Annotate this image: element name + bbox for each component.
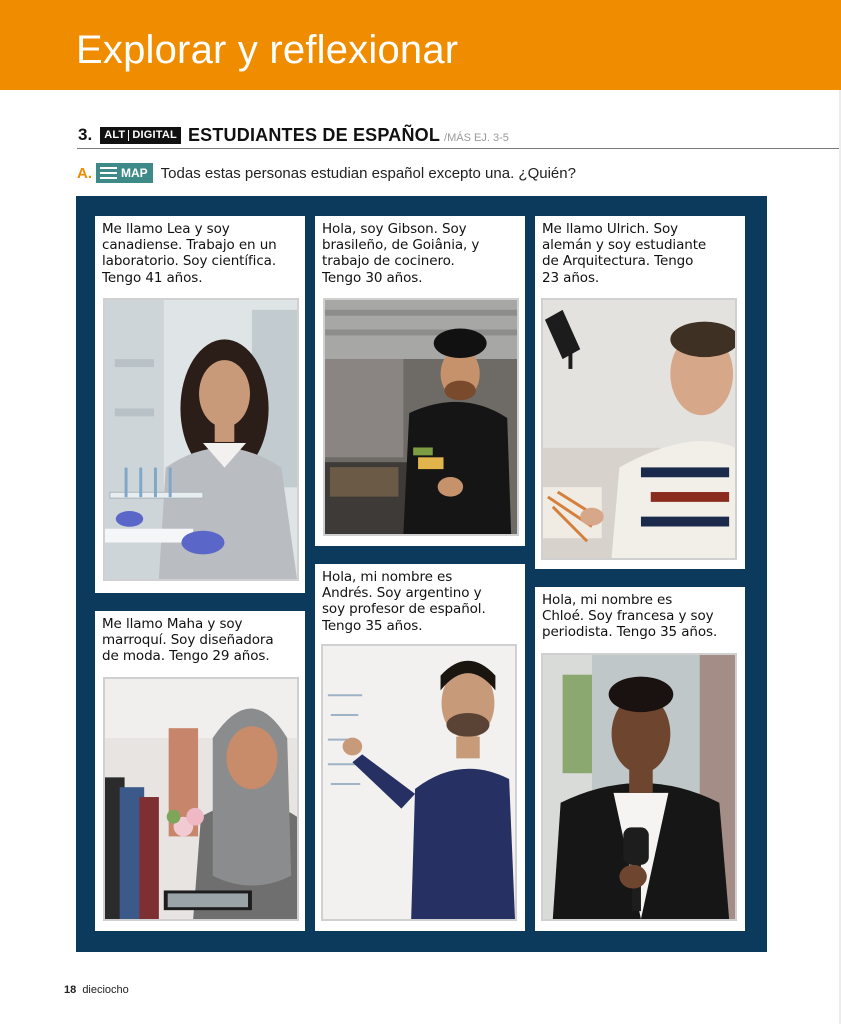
page-footer — [64, 984, 129, 996]
map-badge[interactable] — [96, 163, 153, 183]
photo-ulrich — [541, 298, 737, 560]
alt-badge-label: ALT — [104, 129, 126, 141]
section-heading — [78, 124, 509, 146]
chapter-title: Explorar y reflexionar — [76, 28, 459, 72]
section-title: ESTUDIANTES DE ESPAÑOL — [187, 124, 441, 145]
alt-digital-badge[interactable] — [100, 127, 181, 144]
photo-chloe — [541, 653, 737, 921]
digital-badge-label: DIGITAL — [132, 129, 177, 141]
profile-text-lea: Me llamo Lea y soy canadiense. Trabajo en un laboratorio. Soy científica. Tengo 41 años. — [102, 221, 277, 286]
photo-maha — [103, 677, 299, 921]
page-number: 18 — [64, 984, 77, 996]
activity-heading — [77, 162, 576, 184]
photo-gibson — [323, 298, 519, 536]
page-number-word: dieciocho — [82, 984, 129, 996]
photo-lea — [103, 298, 299, 581]
profile-text-gibson: Hola, soy Gibson. Soy brasileño, de Goiânia, y trabajo de cocinero. Tengo 30 años. — [322, 221, 480, 286]
badge-separator — [128, 130, 129, 141]
profile-text-maha: Me llamo Maha y soy marroquí. Soy diseñadora de moda. Tengo 29 años. — [102, 616, 274, 665]
profile-card-gibson — [315, 216, 525, 546]
profile-card-chloe — [535, 587, 745, 931]
profile-card-ulrich — [535, 216, 745, 569]
profile-card-lea — [95, 216, 305, 593]
profile-card-andres — [315, 564, 525, 931]
activity-instruction: Todas estas personas estudian español excepto una. ¿Quién? — [160, 164, 576, 182]
profile-text-andres: Hola, mi nombre es Andrés. Soy argentino y soy profesor de español. Tengo 35 años. — [322, 569, 486, 634]
profile-text-chloe: Hola, mi nombre es Chloé. Soy francesa y soy periodista. Tengo 35 años. — [542, 592, 718, 641]
section-divider — [77, 148, 840, 149]
profile-card-maha — [95, 611, 305, 931]
section-reference: /MÁS EJ. 3-5 — [444, 131, 509, 144]
menu-lines-icon — [100, 167, 117, 179]
profile-text-ulrich: Me llamo Ulrich. Soy alemán y soy estudiante de Arquitectura. Tengo 23 años. — [542, 221, 707, 286]
chapter-banner — [0, 0, 841, 90]
activity-letter: A. — [77, 164, 92, 182]
map-badge-label: MAP — [121, 166, 148, 180]
photo-andres — [321, 644, 517, 921]
section-number: 3. — [78, 125, 93, 144]
